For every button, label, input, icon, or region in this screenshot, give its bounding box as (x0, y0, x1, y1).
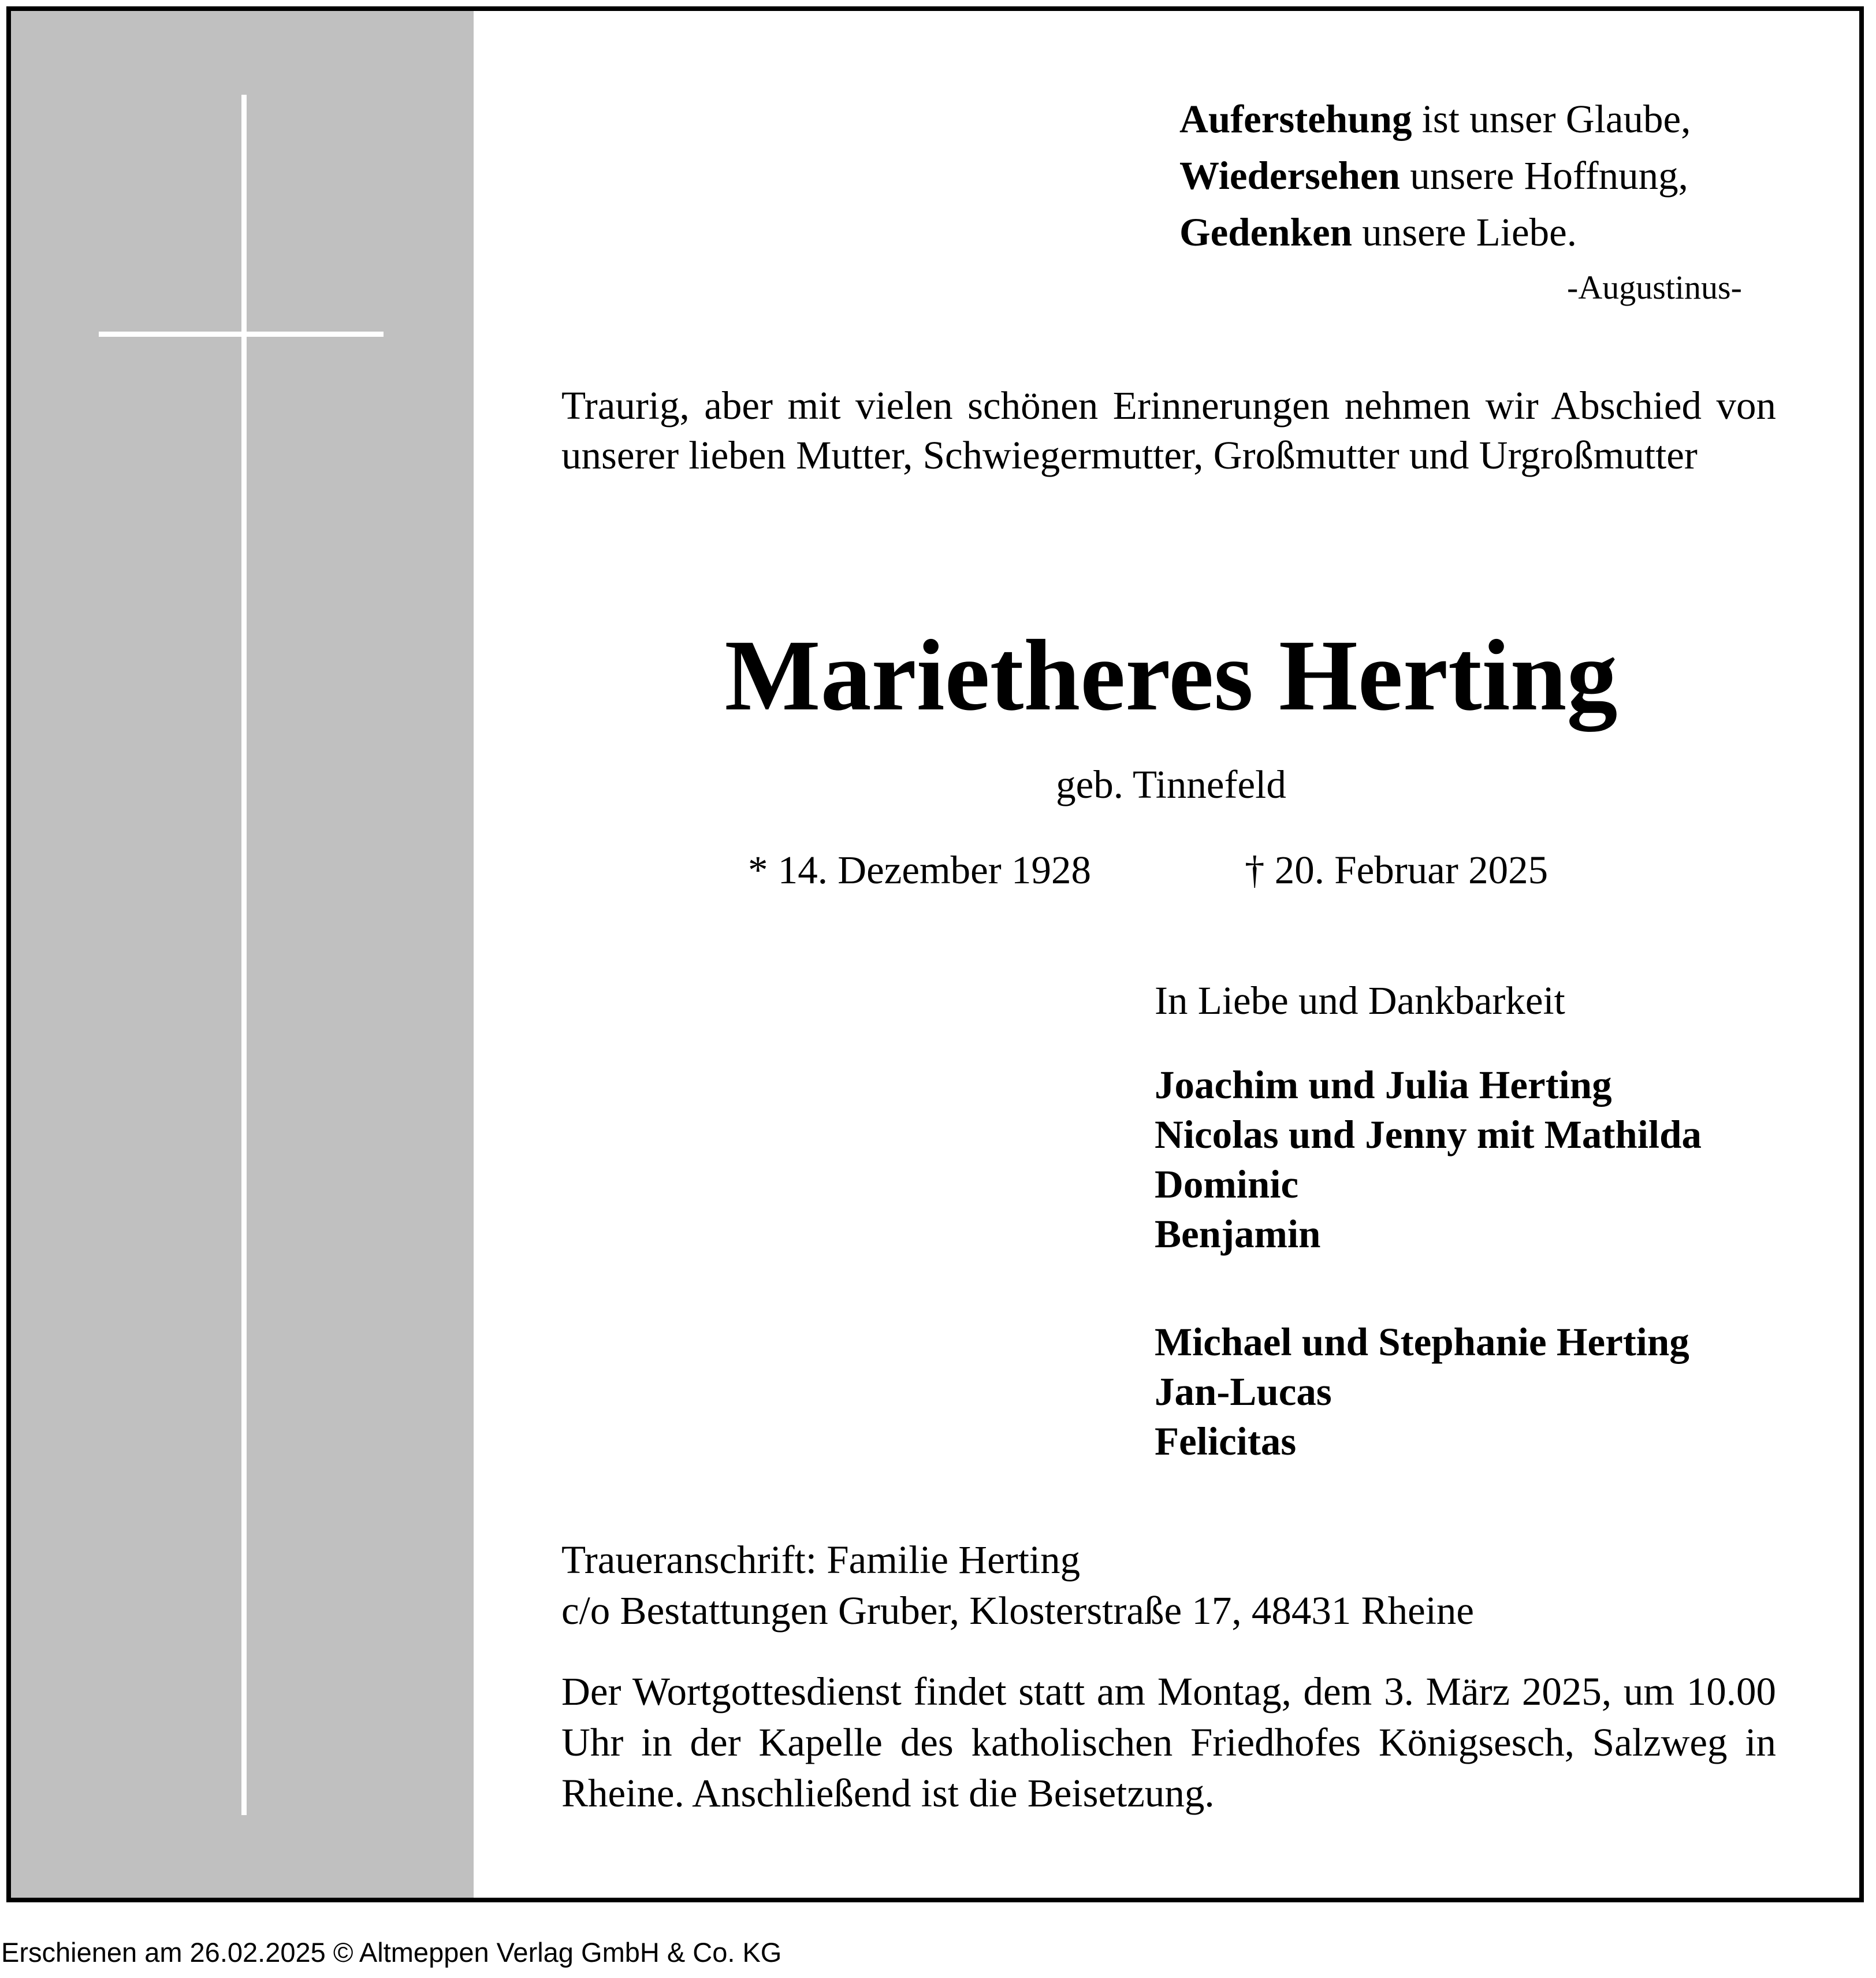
mourner-name: Benjamin (1155, 1212, 1321, 1256)
quote-line (1179, 147, 1691, 204)
quote-keyword: Gedenken (1179, 210, 1353, 254)
mourner-name: Nicolas und Jenny mit Mathilda (1155, 1113, 1702, 1157)
quote-keyword: Auferstehung (1179, 97, 1412, 141)
quote (1179, 91, 1691, 261)
intro-text: Traurig, aber mit vielen schönen Erinnerungen nehmen wir Abschied von unserer lieben Mutter, Schwiegermutter, Großmutter und Urgroßmutter (561, 384, 1776, 477)
maiden-name: geb. Tinnefeld (1056, 763, 1286, 806)
cross-icon (11, 11, 474, 1898)
service-info: Der Wortgottesdienst findet statt am Montag, dem 3. März 2025, um 10.00 Uhr in der Kapelle des katholischen Friedhofes Königsesch, Salzweg in Rheine. Anschließend ist die Beisetzung. (561, 1670, 1776, 1815)
quote-text: ist unser Glaube, (1412, 97, 1691, 141)
mourner-name: Felicitas (1155, 1419, 1297, 1463)
cross-horizontal-bar (99, 332, 384, 337)
closing-text: In Liebe und Dankbarkeit (1155, 979, 1565, 1023)
mourner-name: Dominic (1155, 1162, 1299, 1206)
cross-vertical-bar (241, 95, 247, 1815)
quote-line (1179, 91, 1691, 147)
mourner-name: Joachim und Julia Herting (1155, 1063, 1612, 1107)
address-line: c/o Bestattungen Gruber, Klosterstraße 17, 48431 Rheine (561, 1589, 1475, 1633)
quote-text: unsere Hoffnung, (1400, 154, 1688, 198)
publication-footer: Erschienen am 26.02.2025 © Altmeppen Verlag GmbH & Co. KG (1, 1937, 782, 1968)
quote-line (1179, 204, 1691, 261)
mourners-group-2 (1155, 1317, 1689, 1466)
quote-keyword: Wiedersehen (1179, 154, 1401, 198)
mourners-group-1 (1155, 1060, 1702, 1259)
mourning-address (561, 1534, 1474, 1636)
deceased-name: Marietheres Herting (724, 619, 1618, 732)
quote-text: unsere Liebe. (1352, 210, 1577, 254)
mourner-name: Michael und Stephanie Herting (1155, 1320, 1689, 1364)
address-line: Traueranschrift: Familie Herting (561, 1538, 1081, 1582)
death-date: † 20. Februar 2025 (1245, 848, 1549, 892)
mourner-name: Jan-Lucas (1155, 1370, 1332, 1414)
quote-author: -Augustinus- (1567, 269, 1742, 306)
birth-date: * 14. Dezember 1928 (748, 848, 1091, 892)
